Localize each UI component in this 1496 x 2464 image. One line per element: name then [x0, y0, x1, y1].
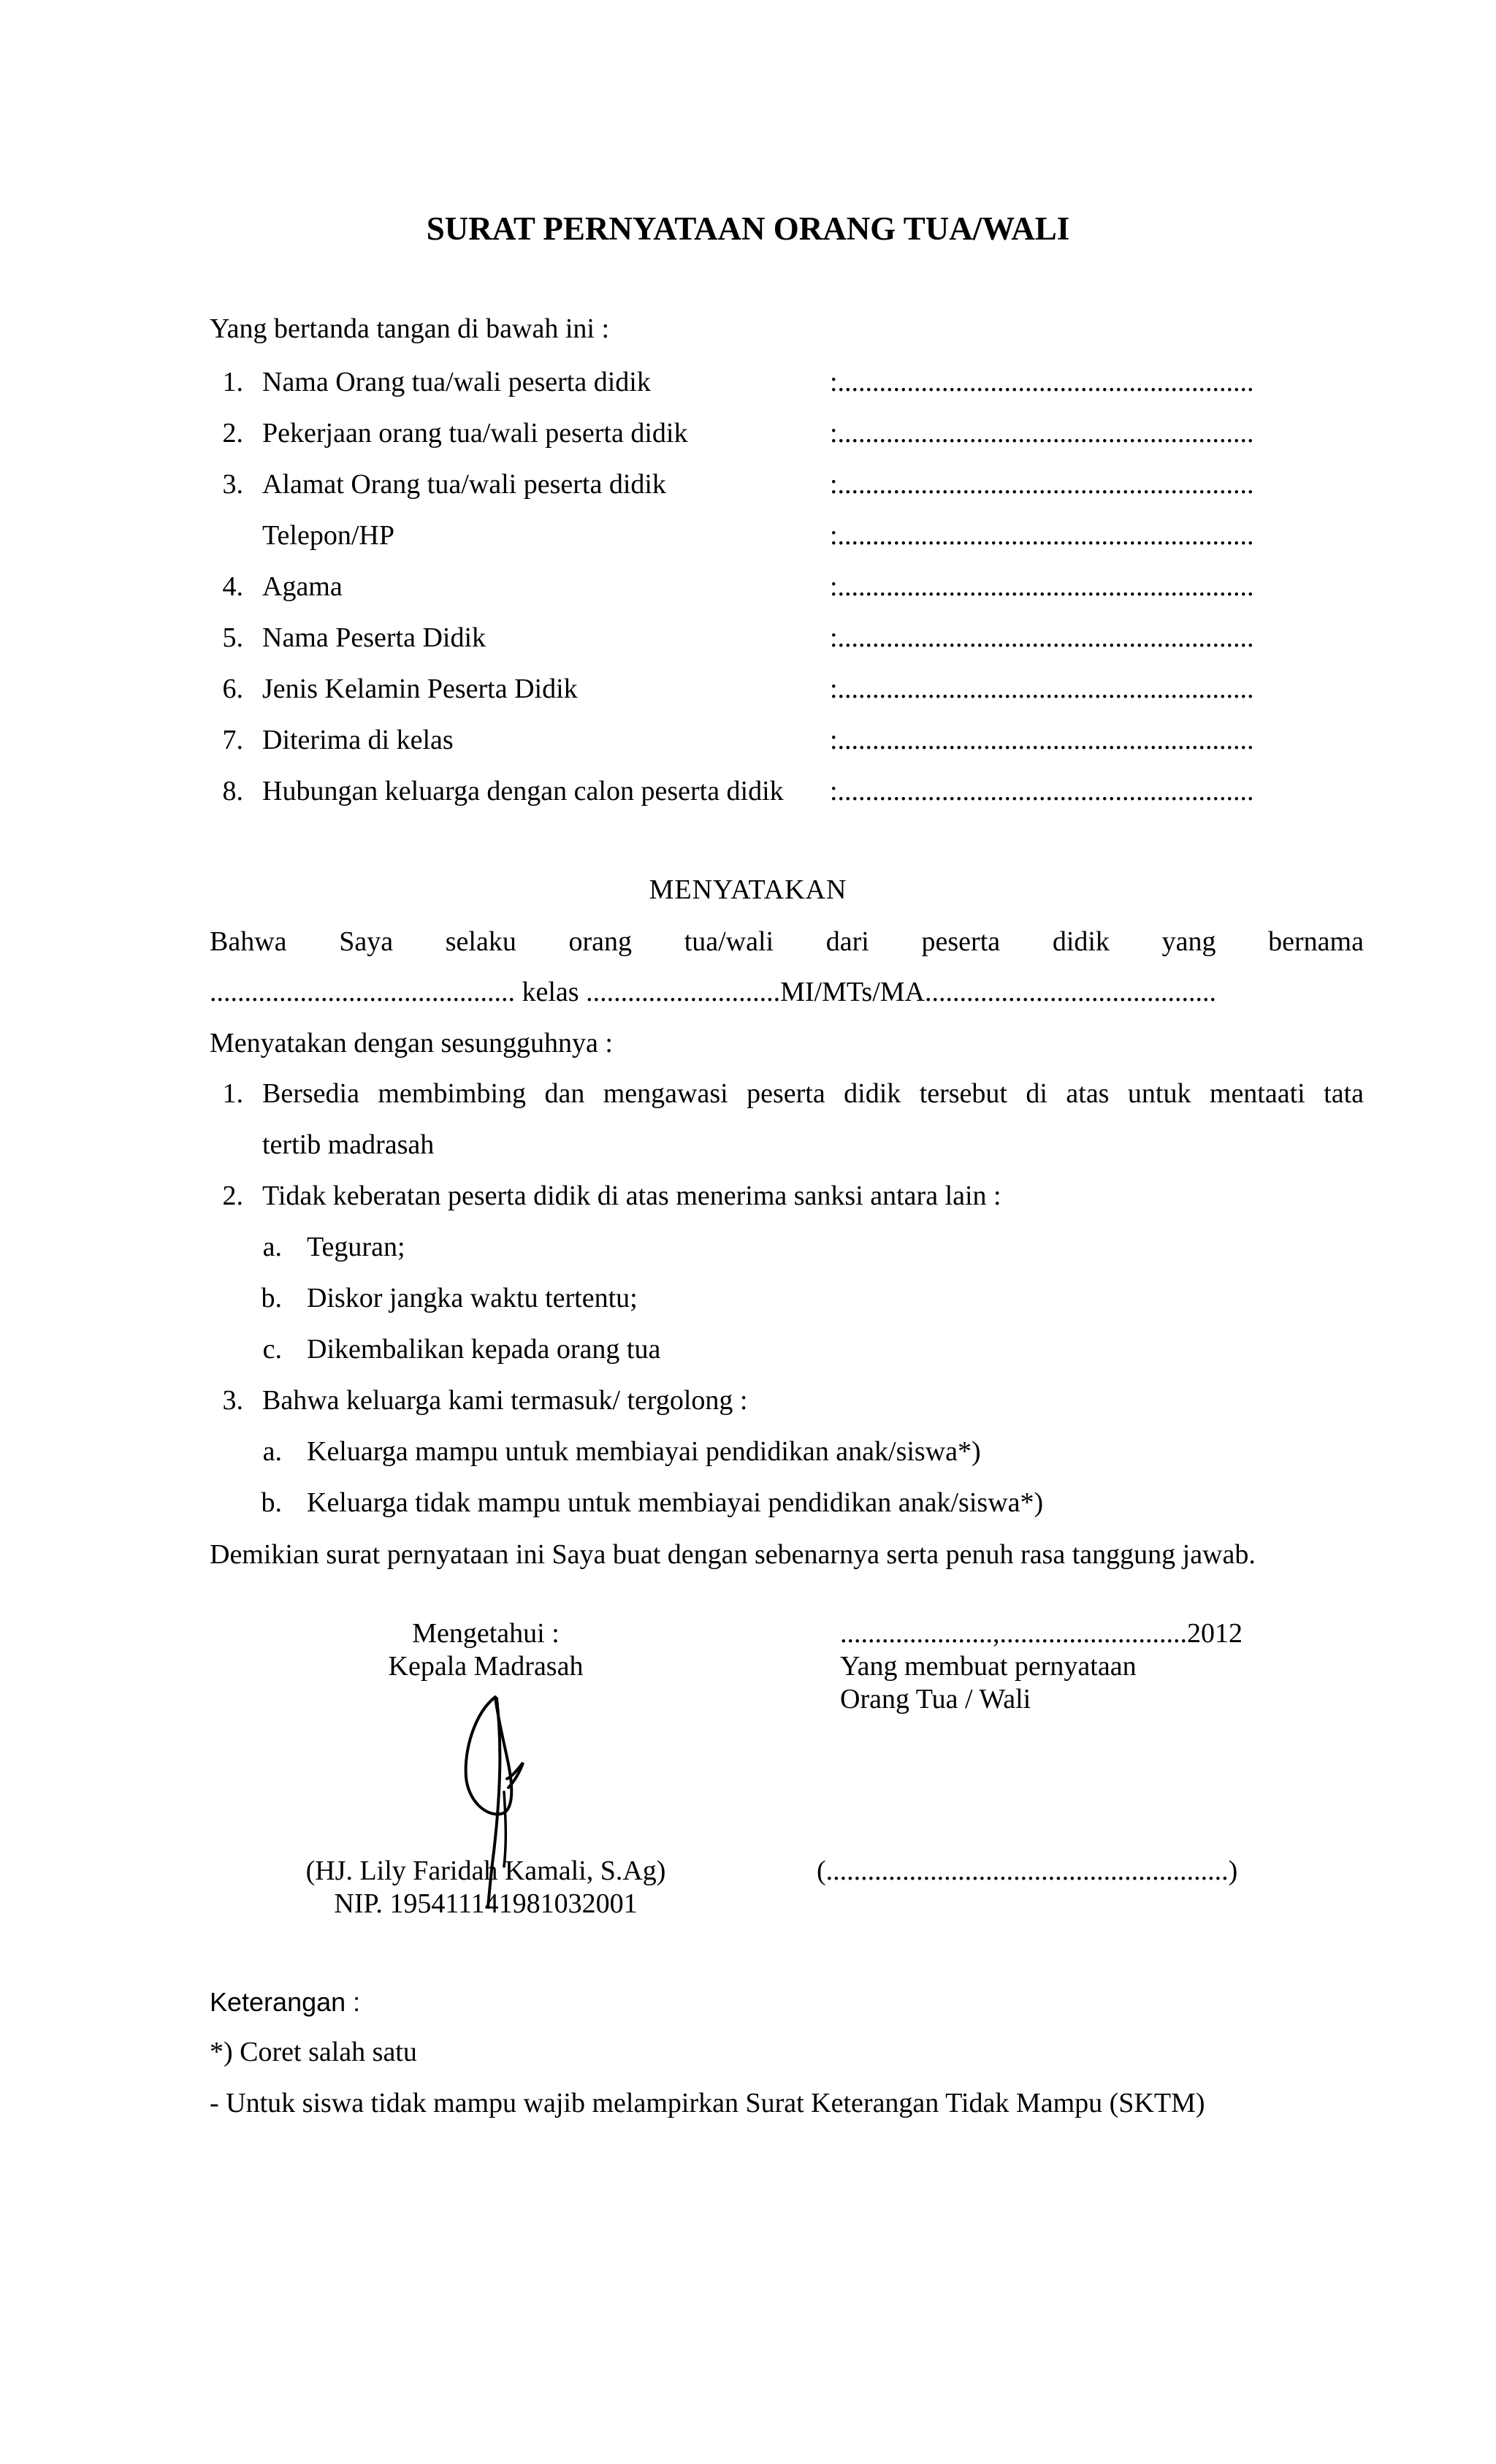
field-blank: :............................................................ [830, 776, 1254, 806]
point-2 [0, 1179, 1496, 1213]
field-row [0, 774, 1496, 808]
field-label: Alamat Orang tua/wali peserta didik [262, 469, 666, 500]
field-row [0, 621, 1496, 655]
field-row [0, 723, 1496, 757]
field-row [0, 672, 1496, 706]
field-blank: :............................................................ [830, 520, 1254, 551]
field-number: 3. [222, 469, 243, 500]
field-blank: :............................................................ [830, 571, 1254, 602]
field-row [0, 365, 1496, 399]
point-number: 1. [222, 1078, 243, 1109]
sub-item [0, 1486, 1496, 1519]
statement-word: dari [825, 926, 869, 957]
field-number: 7. [222, 725, 243, 755]
field-label: Nama Orang tua/wali peserta didik [262, 367, 651, 397]
field-row [0, 416, 1496, 450]
principal-nip: NIP. 195411141981032001 [334, 1888, 638, 1919]
sub-item [0, 1435, 1496, 1468]
field-label: Jenis Kelamin Peserta Didik [262, 674, 578, 704]
field-number: 8. [222, 776, 243, 806]
statement-word: tua/wali [684, 926, 774, 957]
point-number: 3. [222, 1385, 243, 1416]
point-text: Bersedia membimbing dan mengawasi peserta didik tersebut di atas untuk mentaati tata [262, 1078, 1364, 1109]
section-heading: MENYATAKAN [649, 874, 847, 905]
sub-item-letter: b. [261, 1283, 282, 1313]
sub-item-letter: a. [262, 1232, 282, 1262]
place-date-blank: ......................,...........................2012 [840, 1618, 1243, 1649]
field-label: Nama Peserta Didik [262, 622, 486, 653]
intro-text: Yang bertanda tangan di bawah ini : [210, 313, 610, 344]
statement-word: Saya [339, 926, 394, 957]
sub-item-letter: c. [262, 1334, 282, 1365]
statement-word: didik [1052, 926, 1110, 957]
point-text: Bahwa keluarga kami termasuk/ tergolong : [262, 1385, 748, 1416]
notes-line: - Untuk siswa tidak mampu wajib melampirkan Surat Keterangan Tidak Mampu (SKTM) [210, 2088, 1205, 2118]
statement-word: orang [568, 926, 633, 957]
field-row [0, 519, 1496, 552]
statement-word: peserta [921, 926, 1001, 957]
principal-title: Kepala Madrasah [388, 1651, 584, 1682]
field-number: 6. [222, 674, 243, 704]
field-blank: :............................................................ [830, 469, 1254, 500]
document-title: SURAT PERNYATAAN ORANG TUA/WALI [426, 210, 1070, 247]
field-row [0, 468, 1496, 501]
field-number: 1. [222, 367, 243, 397]
notes-line: *) Coret salah satu [210, 2037, 417, 2067]
field-label: Hubungan keluarga dengan calon peserta didik [262, 776, 784, 806]
declarant-label: Yang membuat pernyataan [840, 1651, 1137, 1682]
statement-blanks: ............................................ kelas ............................MI/MTs/MA.......................................... [210, 977, 1217, 1007]
sub-item-text: Dikembalikan kepada orang tua [307, 1334, 661, 1365]
statement-word: Bahwa [210, 926, 287, 957]
sub-item-text: Diskor jangka waktu tertentu; [307, 1283, 638, 1313]
field-blank: :............................................................ [830, 418, 1254, 449]
notes-title: Keterangan : [210, 1987, 361, 2017]
sub-item-text: Keluarga mampu untuk membiayai pendidikan anak/siswa*) [307, 1436, 981, 1467]
field-number: 2. [222, 418, 243, 449]
statement-intro: Menyatakan dengan sesungguhnya : [210, 1028, 613, 1059]
field-number: 5. [222, 622, 243, 653]
point-text-continued: tertib madrasah [262, 1129, 435, 1160]
field-row [0, 570, 1496, 603]
statement-word: selaku [445, 926, 516, 957]
field-number: 4. [222, 571, 243, 602]
principal-name: (HJ. Lily Faridah Kamali, S.Ag) [305, 1855, 666, 1886]
statement-word: bernama [1268, 926, 1364, 957]
sub-item-letter: a. [262, 1436, 282, 1467]
sub-item [0, 1230, 1496, 1264]
statement-word: yang [1161, 926, 1216, 957]
point-3 [0, 1384, 1496, 1417]
field-blank: :............................................................ [830, 622, 1254, 653]
field-blank: :............................................................ [830, 367, 1254, 397]
field-blank: :............................................................ [830, 725, 1254, 755]
closing-statement: Demikian surat pernyataan ini Saya buat dengan sebenarnya serta penuh rasa tanggung jawab. [210, 1539, 1256, 1570]
field-label: Diterima di kelas [262, 725, 454, 755]
acknowledgement-label: Mengetahui : [412, 1618, 560, 1649]
statement-line [210, 925, 1364, 958]
point-number: 2. [222, 1180, 243, 1211]
field-label: Pekerjaan orang tua/wali peserta didik [262, 418, 688, 449]
sub-item-text: Teguran; [307, 1232, 405, 1262]
sub-item-letter: b. [261, 1487, 282, 1518]
field-label: Agama [262, 571, 343, 602]
sub-item [0, 1281, 1496, 1315]
declarant-name-blank: (..........................................................) [817, 1855, 1238, 1886]
declarant-role: Orang Tua / Wali [840, 1684, 1031, 1714]
point-text: Tidak keberatan peserta didik di atas menerima sanksi antara lain : [262, 1180, 1001, 1211]
field-blank: :............................................................ [830, 674, 1254, 704]
sub-item-text: Keluarga tidak mampu untuk membiayai pendidikan anak/siswa*) [307, 1487, 1044, 1518]
sub-item [0, 1332, 1496, 1366]
field-label: Telepon/HP [262, 520, 394, 551]
